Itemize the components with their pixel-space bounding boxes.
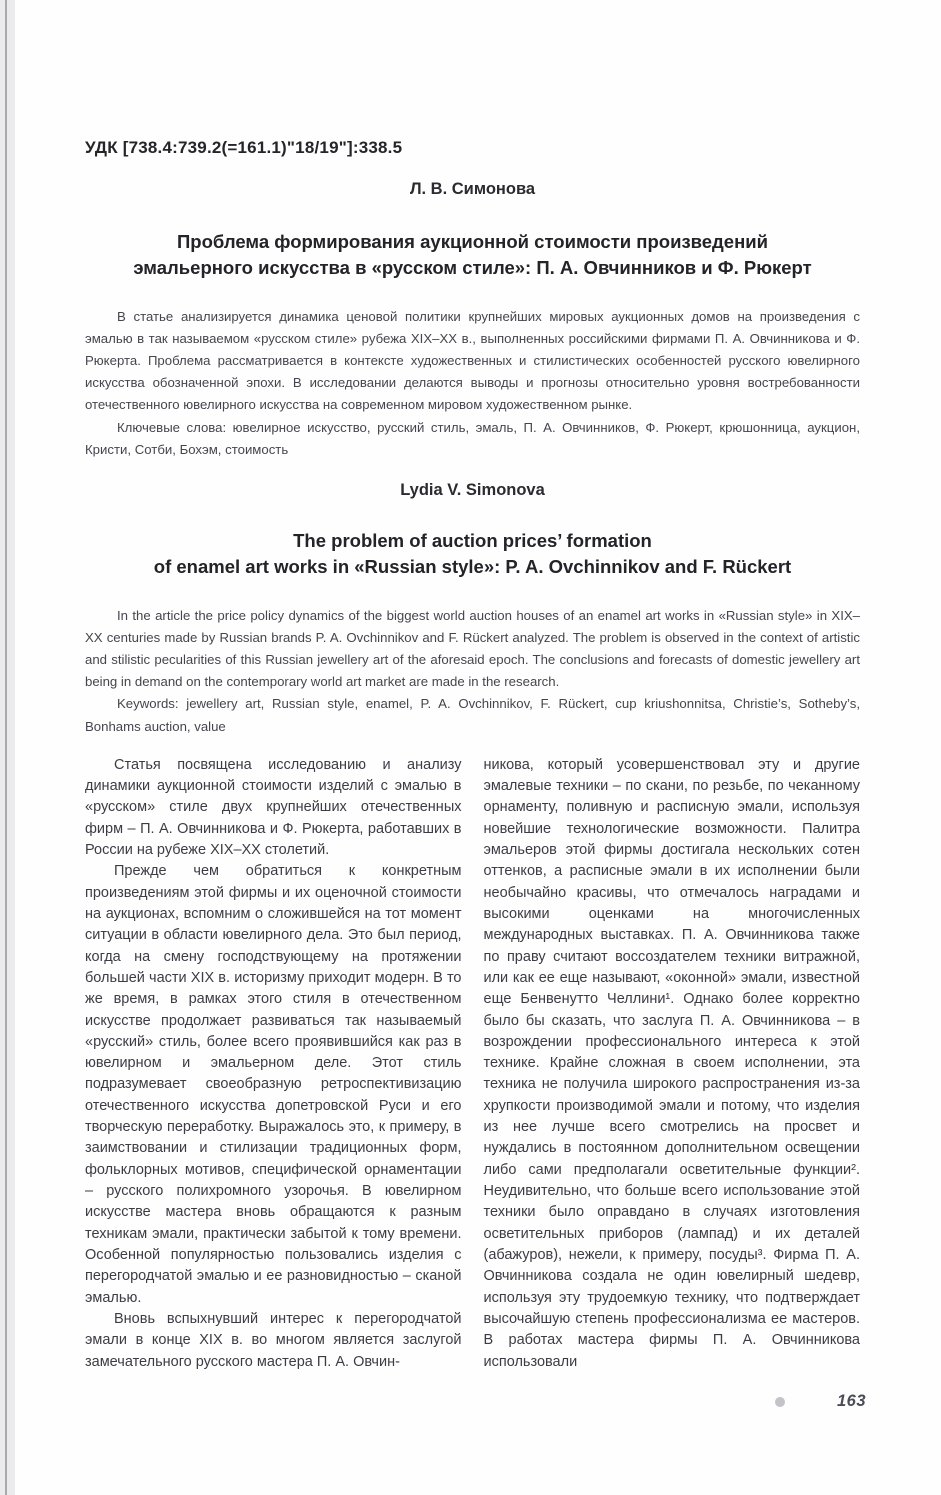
article-title-en [85, 528, 860, 580]
keywords-en: Keywords: jewellery art, Russian style, enamel, P. A. Ovchinnikov, F. Rückert, cup kriushonnitsa, Christie’s, Sotheby’s, Bonhams auction, value [85, 696, 860, 734]
article-title-ru-line2: эмальерного искусства в «русском стиле»: П. А. Овчинников и Ф. Рюкерт [133, 256, 812, 278]
page-footer [775, 1392, 866, 1411]
article-title-ru-line1: Проблема формирования аукционной стоимости произведений [176, 231, 769, 252]
author-name-en: Lydia V. Simonova [400, 480, 545, 499]
udc-code: УДК [738.4:739.2(=161.1)"18/19"]:338.5 [85, 138, 403, 157]
body-two-columns [85, 755, 860, 1373]
body-paragraph: Вновь вспыхнувший интерес к перегородчатой эмали в конце XIX в. во многом является заслугой замечательного русского мастера П. А. Овчин- [85, 1310, 462, 1370]
page-number: 163 [836, 1392, 866, 1410]
scan-left-edge [0, 0, 16, 1495]
article-title-en-line1: The problem of auction prices’ formation [293, 529, 652, 551]
footer-dot-icon [775, 1397, 785, 1407]
scan-binding-line [5, 0, 7, 1495]
abstract-ru: В статье анализируется динамика ценовой политики крупнейших мировых аукционных домов на произведения с эмалью в так называемом «русском стиле» рубежа XIX–XX в., выполненных российскими фирмами П. А. Овчинникова и Ф. Рюкерта. Проблема рассматривается в контексте художественных и стилистических особенностей русского ювелирного искусства обозначенной эпохи. В исследовании делаются выводы и прогнозы относительно уровня востребованности отечественного ювелирного искусства на современном мировом художественном рынке. [85, 308, 860, 413]
article-title-en-line2: of enamel art works in «Russian style»: P. A. Ovchinnikov and F. Rückert [153, 555, 792, 577]
body-paragraph: Прежде чем обратиться к конкретным произведениям этой фирмы и их оценочной стоимости на аукционах, вспомним о сложившейся на тот момент ситуации в области ювелирного дела. Это был период, когда на смену господствующему на протяжении большей части XIX в. историзму приходит модерн. В то же время, в рамках этого стиля в отечественном искусстве продолжает развиваться так называемый «русский» стиль, более всего проявившийся как раз в ювелирном и эмальерном деле. Этот стиль подразумевает своеобразную ретроспективизацию отечественного искусства допетровской Руси и его творческую переработку. Выражалось это, к примеру, в заимствовании и стилизации традиционных форм, фольклорных мотивов, специфической орнаментации – русского полихромного узорочья. В ювелирном искусстве мастера вновь обращаются к разным техникам эмали, практически забытой к тому времени. Особенной популярностью пользовались изделия с перегородчатой эмалью и ее разновидностью – сканой эмалью. [85, 863, 462, 1306]
body-paragraph: Статья посвящена исследованию и анализу динамики аукционной стоимости изделий с эмалью в «русском» стиле двух крупнейших отечественных фирм – П. А. Овчинникова и Ф. Рюкерта, работавших в России на рубеже XIX–XX столетий. [85, 756, 462, 859]
abstract-en: In the article the price policy dynamics of the biggest world auction houses of an enamel art works in «Russian style» in XIX–XX centuries made by Russian brands P. A. Ovchinnikov and F. Rückert analyzed. The problem is observed in the context of artistic and stilistic pecularities of this Russian jewellery art of the aforesaid epoch. The conclusions and forecasts of domestic jewellery art being in demand on the contemporary world art market are made in the research. [85, 607, 860, 690]
body-paragraph: никова, который усовершенствовал эту и другие эмалевые техники – по скани, по резьбе, по чеканному орнаменту, поливную и расписную эмали, используя новейшие технологические возможности. Палитра эмальеров этой фирмы достигала нескольких сотен оттенков, а расписные эмали в их исполнении были необычайно красивы, что отмечалось наградами и высокими оценками на многочисленных международных выставках. П. А. Овчинникова также по праву считают воссоздателем техники витражной, или как ее еще называют, «оконной» эмали, известной еще Бенвенутто Челлини¹. Однако более корректно было бы сказать, что заслуга П. А. Овчинникова – в возрождении профессионального интереса к этой технике. Крайне сложная в своем исполнении, эта техника не получила широкого распространения из-за хрупкости производимой эмали и потому, что изделия из нее лучше всего смотрелись на просвет и нуждались в постоянном дополнительном освещении либо сами предполагали осветительные функции². Неудивительно, что больше всего использование этой техники было оправдано в случаях изготовления осветительных приборов (лампад) и их деталей (абажуров), нежели, к примеру, посуды³. Фирма П. А. Овчинникова создала не один ювелирный шедевр, используя эту трудоемкую технику, что подтверждает высочайшую степень профессионализма ее мастеров. В работах мастера фирмы П. А. Овчинникова использовали [483, 756, 860, 1370]
author-name-ru: Л. В. Симонова [409, 180, 536, 198]
article-title-ru [85, 229, 860, 281]
journal-page [16, 0, 941, 1495]
keywords-ru: Ключевые слова: ювелирное искусство, русский стиль, эмаль, П. А. Овчинников, Ф. Рюкерт, крюшонница, аукцион, Кристи, Сотби, Бохэм, стоимость [85, 419, 860, 457]
body-left-column [85, 755, 462, 1373]
body-right-column [484, 755, 861, 1373]
